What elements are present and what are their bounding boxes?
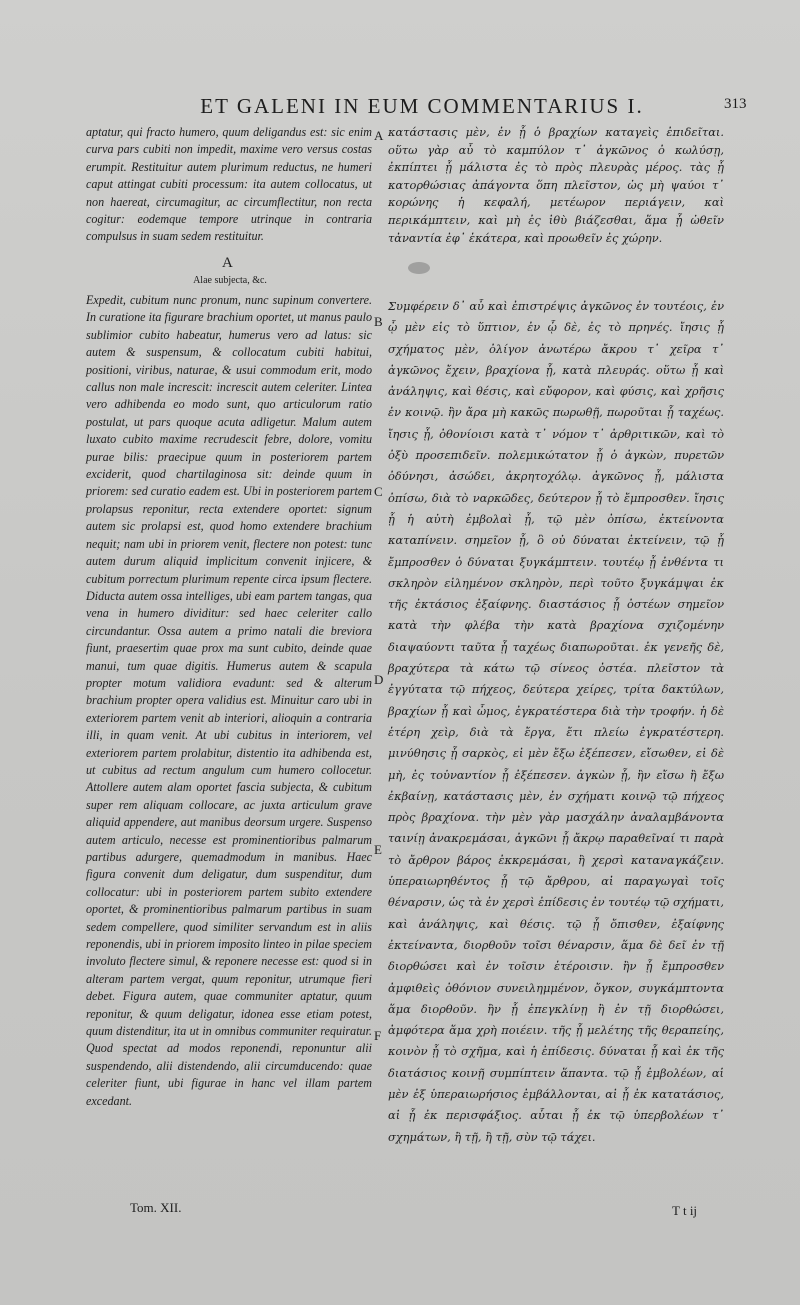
greek-paragraph-top: κατάστασις μὲν, ἐν ᾗ ὁ βραχίων καταγεὶς ἐπιδεῖται. οὕτω γὰρ αὖ τὸ καμπύλον τ᾽ ἀγκῶνος ὀ κωλύσῃ, ἐκπίπτει ᾗ μάλιστα ἐς τὸ πρὸς πλευρὰς μέρος. τὰς ᾗ κατορθώσιας ἀπάγοντα ὅπη πλεῖστον, ὡς μὴ ψαύοι τ᾽ κορώνης ἡ κεφαλή, μετέωρον περιάγειν, καὶ περικάμπτειν, καὶ μὴ ἐς ἰθὺ βιάζεσθαι, ἅμα ᾗ ὠθεῖν τἀναντία ἐφ᾽ ἑκάτερα, καὶ προωθεῖν ἐς χώρην. — [388, 125, 724, 245]
lemma-letter: A — [222, 255, 233, 271]
margin-letter-f: F — [374, 1028, 382, 1043]
page-number: 313 — [724, 96, 747, 112]
latin-column-main — [86, 292, 372, 1110]
greek-paragraph-main: Συμφέρειν δ᾽ αὖ καὶ ἐπιστρέψις ἀγκῶνος ἐν τουτέοις, ἐν ᾧ μὲν εἰς τὸ ὕπτιον, ἐν ᾧ δὲ, ἐς τὸ πρηνές. ἴησις ᾗ σχήματος μὲν, ὀλίγον ἀνωτέρω ἄκρου τ᾽ χεῖρα τ᾽ ἀγκῶνος ἔχειν, βραχίονα ᾗ, κατὰ πλευράς. οὕτω ᾗ καὶ ἀνάληψις, καὶ θέσις, καὶ εὔφορον, καὶ φύσις, καὶ χρῆσις ἐν κοινῷ. ἢν ἄρα μὴ κακῶς πωρωθῇ, πωροῦται ᾗ ταχέως. ἴησις ᾗ, ὀθονίοισι κατὰ τ᾽ νόμον τ᾽ ἀρθριτικῶν, καὶ τὸ ὀξὺ προσεπιδεῖν. πολεμικώτατον ᾗ ὁ ἀγκὼν, πυρετῶν ὀδύνησι, ἀσώδει, ἀκρητοχόλῳ. ἀγκῶνος ᾗ, μάλιστα ὀπίσω, διὰ τὸ ναρκῶδες, δεύτερον ᾗ τὸ ἔμπροσθεν. ἴησις ᾗ ἡ αὐτὴ ἐμβολαὶ ᾗ, τῷ μὲν ὀπίσω, ἐκτείνοντα καταπίνειν. σημεῖον ᾗ, ὃ οὐ δύναται ἐκτείνειν, τῷ ᾗ ἔμπροσθεν ὁ δύναται ξυγκάμπτειν. τουτέῳ ᾗ ἐνθέντα τι σκληρὸν εἰλημένον σκληρὸν, περὶ τοῦτο ξυγκάμψαι ἐκ τῆς ἐκτάσιος ἐξαίφνης. διαστάσιος ᾗ ὀστέων σημεῖον κατὰ τὴν φλέβα τὴν κατὰ βραχίονα σχιζομένην διαψαύοντι ταῦτα ᾗ ταχέως διαπωροῦται. ἐκ γενεῆς δὲ, βραχύτερα τὰ κάτω τῷ σίνεος ὀστέα. πλεῖστον τὰ ἐγγύτατα τῷ πήχεος, δεύτερα χείρες, τρίτα δακτύλων, βραχίων ᾗ καὶ ὦμος, ἐγκρατέστερα διὰ τὴν τροφήν. ἡ δὲ ἑτέρη χεὶρ, διὰ τὰ ἔργα, ἔτι πλείω ἐγκρατέστερη. μινύθησις ᾗ σαρκὸς, εἰ μὲν ἔξω ἐξέπεσεν, εἴσωθεν, εἰ δὲ μὴ, ἐς τοὐναντίον ᾗ ἐξέπεσεν. ἀγκὼν ᾗ, ἢν εἴσω ἢ ἔξω ἐκβαίνῃ, κατάστασις μὲν, ἐν σχήματι κοινῷ τῷ πήχεος πρὸς βραχίονα. τὴν μὲν γὰρ μασχάλην ἀναλαμβάνοντα ταινίῃ ἀνακρεμάσαι, ἀγκῶνι ᾗ ἄκρῳ παραθεῖναί τι παρὰ τὸ ἄρθρον βάρος ἐκκρεμάσαι, ἢ χερσὶ καταναγκάζειν. ὑπεραιωρηθέντος ᾗ τῷ ἄρθρου, αἱ παραγωγαὶ τοῖς θέναρσιν, ὡς τὰ ἐν χερσὶ ἐπίδεσις ἐν τουτέῳ τῷ σχήματι, καὶ ἀνάληψις, καὶ θέσις. τῷ ᾗ ὄπισθεν, ἐξαίφνης ἐκτείναντα, διορθοῦν τοῖσι θέναρσιν, ἅμα δὲ δεῖ ἐν τῇ διορθώσει καὶ ἐν τοῖσιν ἑτέροισιν. ἢν ᾗ ἔμπροσθεν ἀμφιθεὶς ὀθόνιον συνειλημμένον, ὄγκον, συγκάμπτοντα ἅμα διορθοῦν. ἢν ᾗ ἐπεγκλίνῃ ἢ ἐν τῇ διορθώσει, ἀμφότερα ἅμα χρὴ ποιέειν. τῆς ᾗ μελέτης τῆς θεραπείης, κοινὸν ᾗ τὸ σχῆμα, καὶ ἡ ἐπίδεσις. δύναται ᾗ καὶ ἐκ τῆς διατάσιος κοινῇ συμπίπτειν ἅπαντα. τῷ ᾗ ἐμβολέων, αἱ μὲν ἐξ ὑπεραιωρήσιος ἐμβάλλονται, αἱ ᾗ ἐκ κατατάσιος, αἱ ᾗ ἐκ περισφάξιος. αὗται ᾗ ἐκ τῷ ὑπερβολέων τ᾽ σχημάτων, ἢ τῇ, ἢ τῇ, σὺν τῷ τάχει. — [388, 299, 724, 1144]
ink-blot — [408, 262, 430, 274]
margin-letter-d: D — [374, 672, 384, 687]
catchword: T t ij — [672, 1203, 698, 1218]
margin-letter-b: B — [374, 314, 383, 329]
running-head: ET GALENI IN EUM COMMENTARIUS I. — [200, 94, 644, 118]
margin-letter-c: C — [374, 484, 383, 499]
lemma-text: Alae subjecta, &c. — [193, 275, 267, 286]
latin-column-top — [86, 124, 372, 246]
margin-letter-a: A — [374, 128, 384, 143]
margin-letter-e: E — [374, 842, 382, 857]
greek-column-top — [388, 124, 724, 247]
latin-paragraph-top: aptatur, qui fracto humero, quum deligandus est: sic enim curva pars cubiti non impedit, maxime vero versus costas erumpit. Restituitur autem plurimum reductus, ne humeri caput attingat cubiti processum: ita autem collocatus, ut non haereat, circumagitur, ac circumflectitur, non recta cogitur: eodemque tempore utrinque in contraria compulsus in suam sedem restituitur. — [86, 125, 372, 244]
greek-column-main — [388, 296, 724, 1148]
signature-mark: Tom. XII. — [130, 1200, 182, 1215]
latin-paragraph-main: Expedit, cubitum nunc pronum, nunc supinum convertere. In curatione ita figurare brachium oportet, ut manus paulo sublimior cubito habeatur, humerus vero ad latus: sic autem & suspensum, & collocatum cubiti habitui, positioni, viribus, naturae, & usui commodum erit, modo callus non male increscit: increscit autem celeriter. Lintea vero adhibenda eo modo sunt, quo articulorum ratio postulat, ut pars quoque acuta adligetur. Malum autem luxato cubito maxime recrudescit febre, dolore, vomitu purae bilis: praecipue quum in posteriorem partem exciderit, quod chartilaginosa sit: deinde quum in priorem: sed curatio eadem est. Ubi in posteriorem partem prolapsus reponitur, recta extendere oportet: signum autem sic prolapsi est, quod homo extendere brachium nequit; nam ubi in priorem venit, flectere non potest: tunc autem durum aliquid implicitum convenit injicere, & cubitum porrectum plurimum repente circa ipsum flectere. Diducta autem ossa intelliges, ubi eam partem tangas, qua vena in humero dividitur: sed haec celeriter callo circundantur. Ossa autem a primo natali die breviora fiunt, praesertim quae prox ma sunt cubito, deinde quae manui, tum quae digitis. Humerus autem & scapula propter motum validiora evadunt: sed & alterum brachium propter opera validius est. Minuitur caro ubi in exteriorem partem venit ab interiori, alioquin a contraria illi, in quam venit. At ubi cubitus in interiorem, vel exteriorem partem prolabitur, distentio ita adhibenda est, ut cubitus ad rectum angulum cum humero collocetur. Attollere autem alam oportet fascia subjecta, & cubitum super rem aliquam collocare, ac juxta articulum grave aliquid appendere, aut manibus deorsum urgere. Suspenso autem articulo, necesse est prominentioribus palmarum partibus adurgere, quemadmodum in manibus. Haec figura convenit dum deligatur, dum suspenditur, dum collocatur: ubi in posteriorem partem subito extendere oportet, & prominentioribus palmarum partibus in suam sedem compellere, quod similiter servandum est in aliis reponendis, ubi in priorem imposito linteo in pilae speciem involuto flectere simul, & reponere necesse est: quod si in alteram partem vergat, quum reponitur, utrumque fieri debet. Figura autem, quae communiter aptatur, quum reponitur, & quum deligatur, idonea esse etiam potest, quum distenditur, ita ut in omnibus communiter requiratur. Quod spectat ad modos reponendi, reponuntur alii suspendendo, alii distendendo, alii circumducendo: quae celeriter fiunt, ubi figurae in hanc vel illam partem excedant. — [86, 293, 372, 1108]
